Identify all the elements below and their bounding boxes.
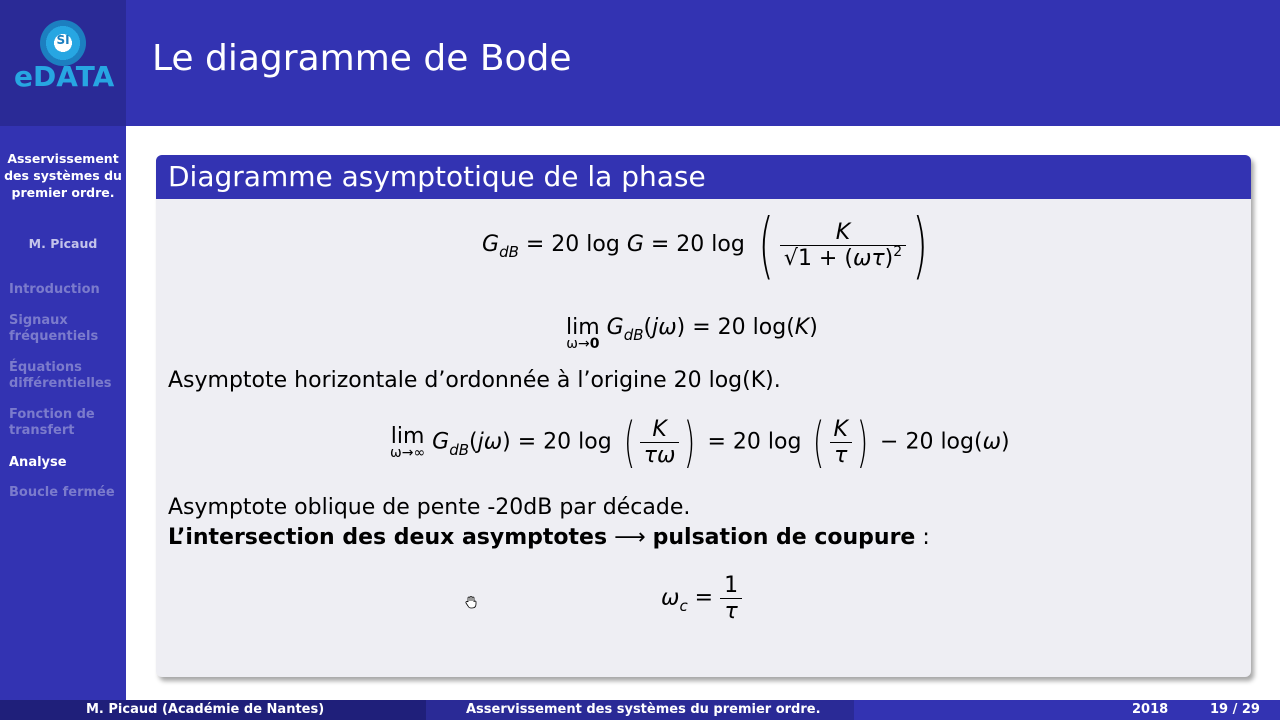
text-horizontal-asymptote: Asymptote horizontale d’ordonnée à l’origine 20 log(K). <box>168 368 781 393</box>
footer-author: M. Picaud (Académie de Nantes) <box>86 702 325 717</box>
intersection-bold-1: L’intersection des deux asymptotes <box>168 525 608 550</box>
sidebar-author[interactable]: M. Picaud <box>28 236 98 251</box>
footer-year: 2018 <box>1132 702 1169 717</box>
block-title-bar <box>156 155 1251 199</box>
equation-cutoff-frequency: $\omega_c$ = $\frac{1}{\tau}$ <box>661 573 742 624</box>
text-oblique-asymptote: Asymptote oblique de pente -20dB par décade. <box>168 495 691 520</box>
sidebar-item-analyse[interactable]: Analyse <box>9 455 67 470</box>
frame-title: Le diagramme de Bode <box>152 38 572 79</box>
sidebar-item-boucle-fermee[interactable]: Boucle fermée <box>9 485 115 500</box>
hand-cursor-icon <box>464 595 478 609</box>
sidebar-item-introduction[interactable]: Introduction <box>9 282 100 297</box>
content-block <box>156 155 1251 677</box>
equation-limit-zero: lim ω→0 $G_{dB}(j\omega) = 20$ log(K) <box>566 315 818 352</box>
long-right-arrow-icon: ⟶ <box>614 525 646 550</box>
sidebar-item-equations[interactable]: Équations différentielles <box>9 360 112 391</box>
equation-gain-db: $G_{dB} = 20$ log G = 20 log ( $\frac{K}{√1 + (\omega\tau)^2}$ ) <box>482 203 928 287</box>
sidebar <box>0 126 126 700</box>
sidebar-item-signaux[interactable]: Signaux fréquentiels <box>9 313 99 344</box>
text-intersection <box>168 525 930 550</box>
header-bar <box>0 0 1280 126</box>
intersection-tail: : <box>915 525 930 550</box>
footer-page-number: 19 / 29 <box>1210 702 1260 717</box>
footer-meta-section <box>854 700 1280 720</box>
logo-wordmark: eDATA <box>14 60 115 93</box>
equation-limit-infinity: lim ω→∞ $G_{dB}(j\omega) = 20$ log ( $\frac{K}{\tau\omega}$ ) = 20 log ( $\frac{K}{\tau}$ ) − 20 log(ω) <box>390 410 1010 474</box>
sidebar-item-fonction-transfert[interactable]: Fonction de transfert <box>9 407 95 438</box>
block-title: Diagramme asymptotique de la phase <box>168 160 706 193</box>
intersection-bold-2: pulsation de coupure <box>652 525 916 550</box>
logo <box>0 0 126 126</box>
footer-author-section <box>0 700 426 720</box>
footer-title: Asservissement des systèmes du premier ordre. <box>466 702 821 717</box>
footer-title-section <box>426 700 854 720</box>
sidebar-presentation-title[interactable]: Asservissement des systèmes du premier ordre. <box>4 151 122 200</box>
footer <box>0 700 1280 720</box>
logo-badge: SI <box>56 33 70 47</box>
